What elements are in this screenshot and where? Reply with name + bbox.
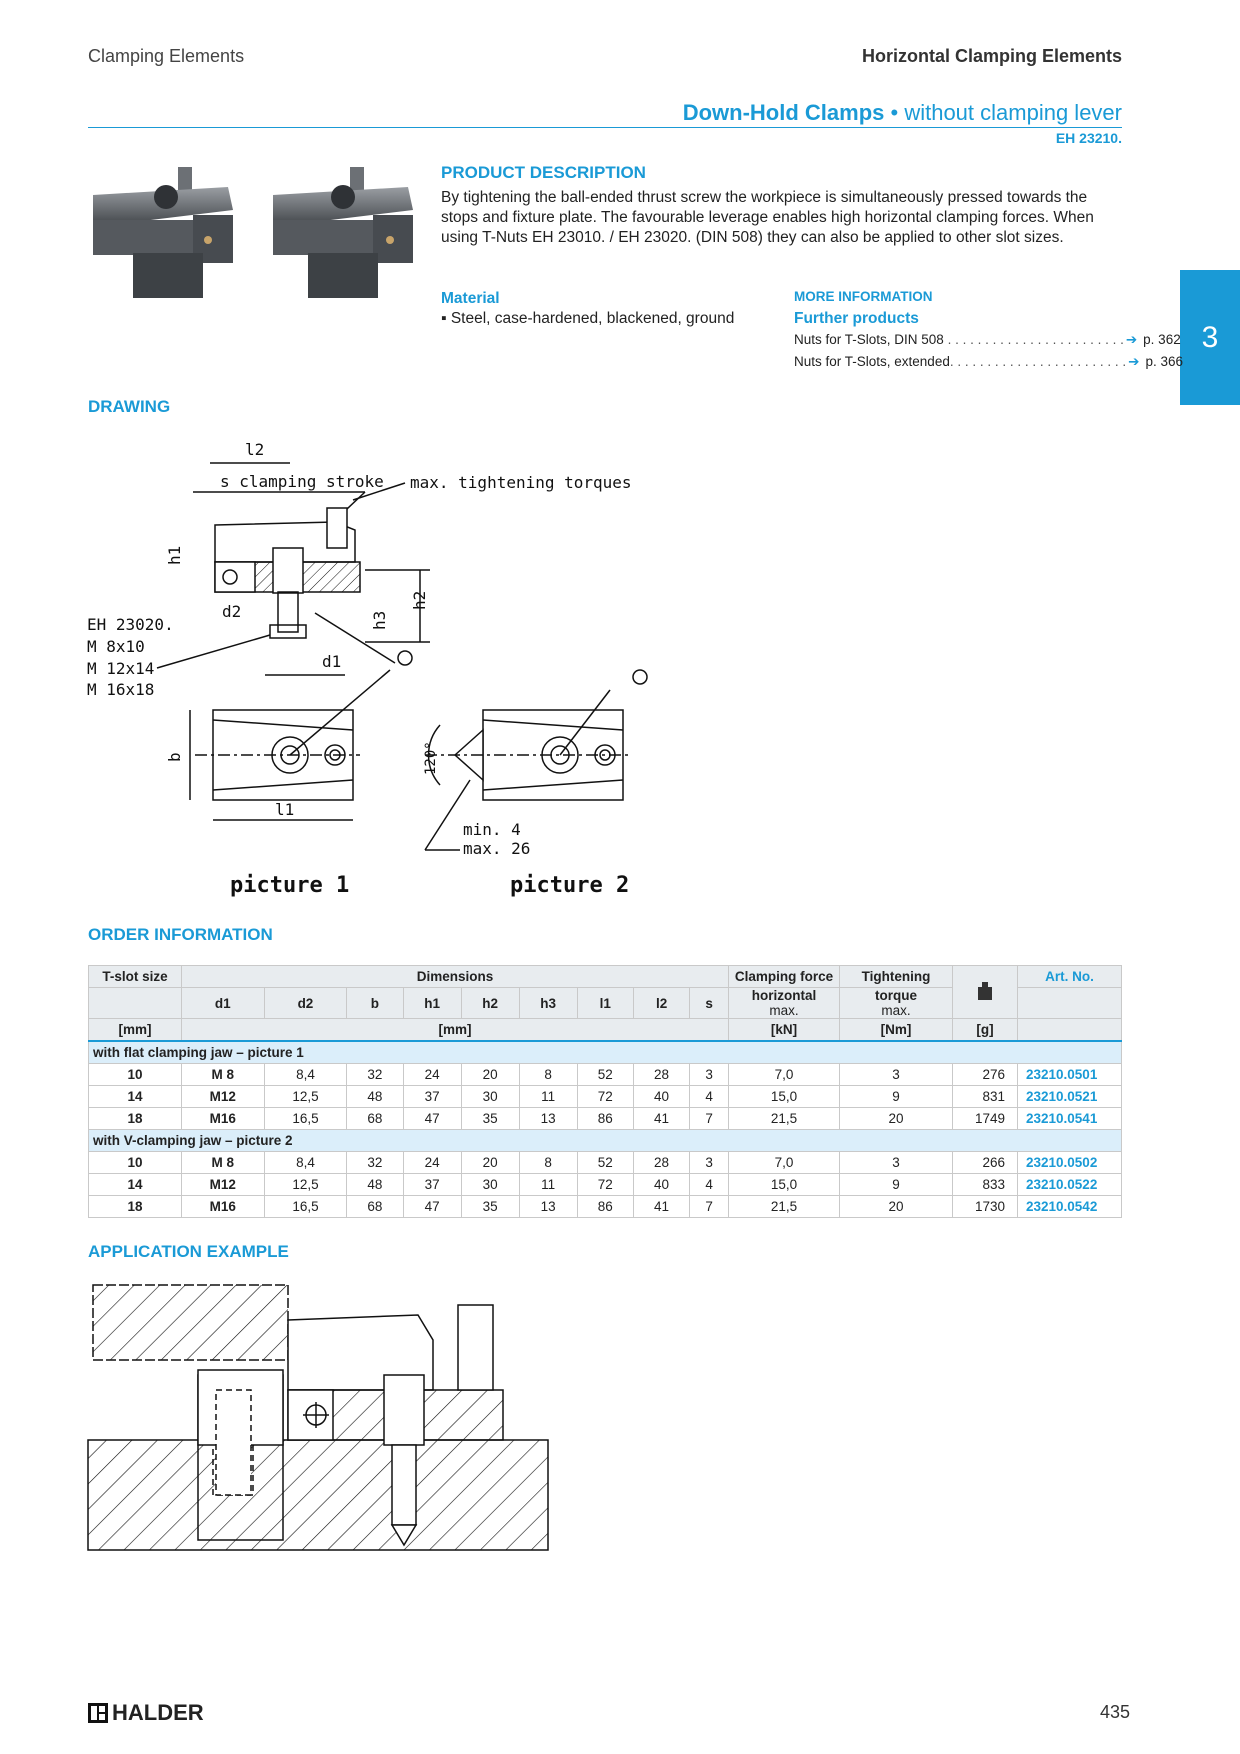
table-cell: 48 xyxy=(347,1086,403,1108)
table-cell: 7,0 xyxy=(729,1152,840,1174)
table-cell: 4 xyxy=(690,1086,729,1108)
order-table xyxy=(88,965,1122,1218)
table-cell: 21,5 xyxy=(729,1108,840,1130)
table-cell: 831 xyxy=(953,1086,1018,1108)
clamp-photo-flat xyxy=(93,167,233,298)
table-cell: 18 xyxy=(89,1196,182,1218)
picture-1-caption: picture 1 xyxy=(230,873,350,898)
label-m16x18: M 16x18 xyxy=(87,680,155,699)
table-cell: 72 xyxy=(577,1086,633,1108)
article-number-link[interactable]: 23210.0541 xyxy=(1018,1108,1122,1130)
table-cell: 86 xyxy=(577,1196,633,1218)
table-cell: 15,0 xyxy=(729,1174,840,1196)
clamp-photo-v xyxy=(273,167,413,298)
col-d2: d2 xyxy=(264,988,347,1019)
table-cell: 266 xyxy=(953,1152,1018,1174)
table-cell: 7,0 xyxy=(729,1064,840,1086)
table-cell: 32 xyxy=(347,1064,403,1086)
weight-icon xyxy=(977,981,993,1001)
table-cell: 47 xyxy=(403,1196,461,1218)
table-cell: 40 xyxy=(633,1174,689,1196)
group-label: with flat clamping jaw – picture 1 xyxy=(89,1041,1122,1064)
table-cell: 9 xyxy=(840,1174,953,1196)
label-m8x10: M 8x10 xyxy=(87,637,145,656)
col-clamping-force: Clamping force xyxy=(729,966,840,988)
unit-nm: [Nm] xyxy=(840,1019,953,1042)
reference-link-din508[interactable] xyxy=(794,332,1181,348)
halder-logo-icon xyxy=(88,1703,108,1723)
clamp-max: max. xyxy=(769,1003,799,1018)
table-cell: 13 xyxy=(519,1108,577,1130)
reference-label: Nuts for T-Slots, DIN 508 xyxy=(794,332,944,347)
label-tightening-torques: max. tightening torques xyxy=(410,473,632,492)
table-cell: 47 xyxy=(403,1108,461,1130)
running-header-right: Horizontal Clamping Elements xyxy=(861,46,1122,66)
table-cell: 32 xyxy=(347,1152,403,1174)
table-cell: M16 xyxy=(182,1108,265,1130)
table-cell: 9 xyxy=(840,1086,953,1108)
table-cell: 35 xyxy=(461,1108,519,1130)
material-text: Steel, case-hardened, blackened, ground xyxy=(450,310,735,327)
group-label: with V-clamping jaw – picture 2 xyxy=(89,1130,1122,1152)
table-cell: 8 xyxy=(519,1152,577,1174)
surface-symbol-icon xyxy=(398,651,412,665)
table-row xyxy=(89,1086,1122,1108)
reference-link-extended[interactable] xyxy=(794,354,1183,370)
table-group-row xyxy=(89,1041,1122,1064)
table-cell: 8,4 xyxy=(264,1064,347,1086)
reference-page: p. 362 xyxy=(1143,332,1181,347)
arrow-right-icon: ➔ xyxy=(1125,332,1138,347)
table-cell: 52 xyxy=(577,1152,633,1174)
chapter-tab: 3 xyxy=(1180,270,1240,405)
table-cell: 41 xyxy=(633,1108,689,1130)
table-cell: 16,5 xyxy=(264,1108,347,1130)
table-cell: 48 xyxy=(347,1174,403,1196)
table-cell: M 8 xyxy=(182,1064,265,1086)
label-clamping-stroke: s clamping stroke xyxy=(220,472,384,491)
reference-label: Nuts for T-Slots, extended xyxy=(794,354,950,369)
table-row xyxy=(89,1152,1122,1174)
halder-logo xyxy=(88,1700,204,1726)
title-sub: without clamping lever xyxy=(904,100,1122,125)
table-cell: 18 xyxy=(89,1108,182,1130)
clamp-horizontal: horizontal xyxy=(751,988,817,1003)
table-cell: 12,5 xyxy=(264,1174,347,1196)
table-cell: 8 xyxy=(519,1064,577,1086)
table-cell: 40 xyxy=(633,1086,689,1108)
label-angle: 120° xyxy=(423,741,439,775)
label-b: b xyxy=(165,752,184,762)
article-number-link[interactable]: 23210.0522 xyxy=(1018,1174,1122,1196)
label-d1: d1 xyxy=(322,652,342,671)
label-h1: h1 xyxy=(165,545,184,565)
table-cell: 24 xyxy=(403,1152,461,1174)
unit-mm-dims: [mm] xyxy=(182,1019,729,1042)
col-d1: d1 xyxy=(182,988,265,1019)
table-cell: 30 xyxy=(461,1174,519,1196)
table-cell: 52 xyxy=(577,1064,633,1086)
product-photo xyxy=(88,165,428,310)
table-cell: 20 xyxy=(461,1152,519,1174)
label-l2: l2 xyxy=(245,440,265,459)
article-number-link[interactable]: 23210.0542 xyxy=(1018,1196,1122,1218)
label-h2: h2 xyxy=(410,590,429,610)
title-separator: • xyxy=(884,100,905,125)
table-cell: 35 xyxy=(461,1196,519,1218)
order-table-body xyxy=(89,1041,1122,1218)
table-cell: 20 xyxy=(840,1108,953,1130)
table-cell: 833 xyxy=(953,1174,1018,1196)
col-s: s xyxy=(690,988,729,1019)
table-cell: 10 xyxy=(89,1152,182,1174)
unit-g: [g] xyxy=(953,1019,1018,1042)
material-item: ▪ Steel, case-hardened, blackened, ground xyxy=(441,310,735,327)
table-cell: 68 xyxy=(347,1196,403,1218)
col-l2: l2 xyxy=(633,988,689,1019)
tight-max: max. xyxy=(881,1003,911,1018)
col-h1: h1 xyxy=(403,988,461,1019)
technical-drawing xyxy=(85,430,685,905)
label-m12x14: M 12x14 xyxy=(87,659,155,678)
table-cell: 14 xyxy=(89,1086,182,1108)
surface-symbol-icon xyxy=(633,670,647,684)
table-row xyxy=(89,1196,1122,1218)
product-description-heading: PRODUCT DESCRIPTION xyxy=(441,163,646,182)
product-description-text: By tightening the ball-ended thrust screw the workpiece is simultaneously pressed towards the stops and fixture plate. The favourable leverage enables high horizontal clamping forces. When using T-Nuts EH 23010. / EH 23020. (DIN 508) they can also be applied to other slot sizes. xyxy=(441,189,1094,246)
table-cell: 37 xyxy=(403,1086,461,1108)
col-b: b xyxy=(347,988,403,1019)
table-row xyxy=(89,1064,1122,1086)
table-cell: 12,5 xyxy=(264,1086,347,1108)
table-cell: 20 xyxy=(840,1196,953,1218)
table-cell: 10 xyxy=(89,1064,182,1086)
table-cell: 7 xyxy=(690,1196,729,1218)
article-number-link[interactable]: 23210.0501 xyxy=(1018,1064,1122,1086)
label-l1: l1 xyxy=(275,800,295,819)
table-cell: 8,4 xyxy=(264,1152,347,1174)
col-weight xyxy=(953,966,1018,1019)
table-cell: 276 xyxy=(953,1064,1018,1086)
col-art-no: Art. No. xyxy=(1018,966,1122,988)
table-cell: 1730 xyxy=(953,1196,1018,1218)
table-row xyxy=(89,1108,1122,1130)
table-cell: 3 xyxy=(840,1152,953,1174)
table-cell: M16 xyxy=(182,1196,265,1218)
table-cell: 30 xyxy=(461,1086,519,1108)
label-d2: d2 xyxy=(222,602,242,621)
table-cell: 28 xyxy=(633,1064,689,1086)
application-example-drawing xyxy=(88,1280,558,1560)
arrow-right-icon: ➔ xyxy=(1128,354,1140,369)
table-cell: 3 xyxy=(690,1152,729,1174)
label-min: min. 4 xyxy=(463,820,521,839)
table-row xyxy=(89,1174,1122,1196)
table-cell: 20 xyxy=(461,1064,519,1086)
title-main: Down-Hold Clamps xyxy=(682,100,885,125)
page-title xyxy=(683,100,1122,126)
table-cell: 13 xyxy=(519,1196,577,1218)
col-tslot: T-slot size xyxy=(89,966,182,988)
picture-2-caption: picture 2 xyxy=(510,873,630,898)
table-cell: 28 xyxy=(633,1152,689,1174)
table-cell: 15,0 xyxy=(729,1086,840,1108)
drawing-heading: DRAWING xyxy=(88,397,171,416)
table-cell: 4 xyxy=(690,1174,729,1196)
table-cell: 16,5 xyxy=(264,1196,347,1218)
application-example-heading: APPLICATION EXAMPLE xyxy=(88,1242,289,1261)
table-cell: 3 xyxy=(690,1064,729,1086)
table-cell: M 8 xyxy=(182,1152,265,1174)
table-cell: 24 xyxy=(403,1064,461,1086)
col-h3: h3 xyxy=(519,988,577,1019)
leader-dots: . . . . . . . . . . . . . . . . . . . . . . . . xyxy=(943,332,1124,347)
order-information-heading: ORDER INFORMATION xyxy=(88,925,273,944)
title-rule xyxy=(88,127,1122,128)
col-dimensions: Dimensions xyxy=(182,966,729,988)
leader-dots: . . . . . . . . . . . . . . . . . . . . . . . . xyxy=(949,354,1127,369)
running-header-left: Clamping Elements xyxy=(88,46,245,66)
table-cell: 11 xyxy=(519,1086,577,1108)
reference-page: p. 366 xyxy=(1145,354,1183,369)
table-cell: 1749 xyxy=(953,1108,1018,1130)
page-number: 435 xyxy=(1099,1702,1130,1722)
unit-mm: [mm] xyxy=(89,1019,182,1042)
material-heading: Material xyxy=(441,290,500,307)
col-tightening: Tightening xyxy=(840,966,953,988)
halder-logo-text: HALDER xyxy=(112,1700,204,1725)
col-h2: h2 xyxy=(461,988,519,1019)
table-cell: 68 xyxy=(347,1108,403,1130)
table-cell: 72 xyxy=(577,1174,633,1196)
table-cell: 86 xyxy=(577,1108,633,1130)
table-cell: 11 xyxy=(519,1174,577,1196)
label-max: max. 26 xyxy=(463,839,531,858)
table-cell: 21,5 xyxy=(729,1196,840,1218)
table-cell: 41 xyxy=(633,1196,689,1218)
table-cell: M12 xyxy=(182,1174,265,1196)
table-cell: M12 xyxy=(182,1086,265,1108)
table-group-row xyxy=(89,1130,1122,1152)
label-h3: h3 xyxy=(370,610,389,630)
label-eh-23020: EH 23020. xyxy=(87,615,174,634)
col-l1: l1 xyxy=(577,988,633,1019)
table-cell: 7 xyxy=(690,1108,729,1130)
table-cell: 14 xyxy=(89,1174,182,1196)
table-cell: 37 xyxy=(403,1174,461,1196)
more-information-heading: MORE INFORMATION xyxy=(794,289,933,304)
article-number: EH 23210. xyxy=(1055,130,1122,146)
article-number-link[interactable]: 23210.0502 xyxy=(1018,1152,1122,1174)
further-products-heading: Further products xyxy=(794,310,919,327)
table-cell: 3 xyxy=(840,1064,953,1086)
article-number-link[interactable]: 23210.0521 xyxy=(1018,1086,1122,1108)
unit-kn: [kN] xyxy=(729,1019,840,1042)
tight-torque: torque xyxy=(875,988,917,1003)
